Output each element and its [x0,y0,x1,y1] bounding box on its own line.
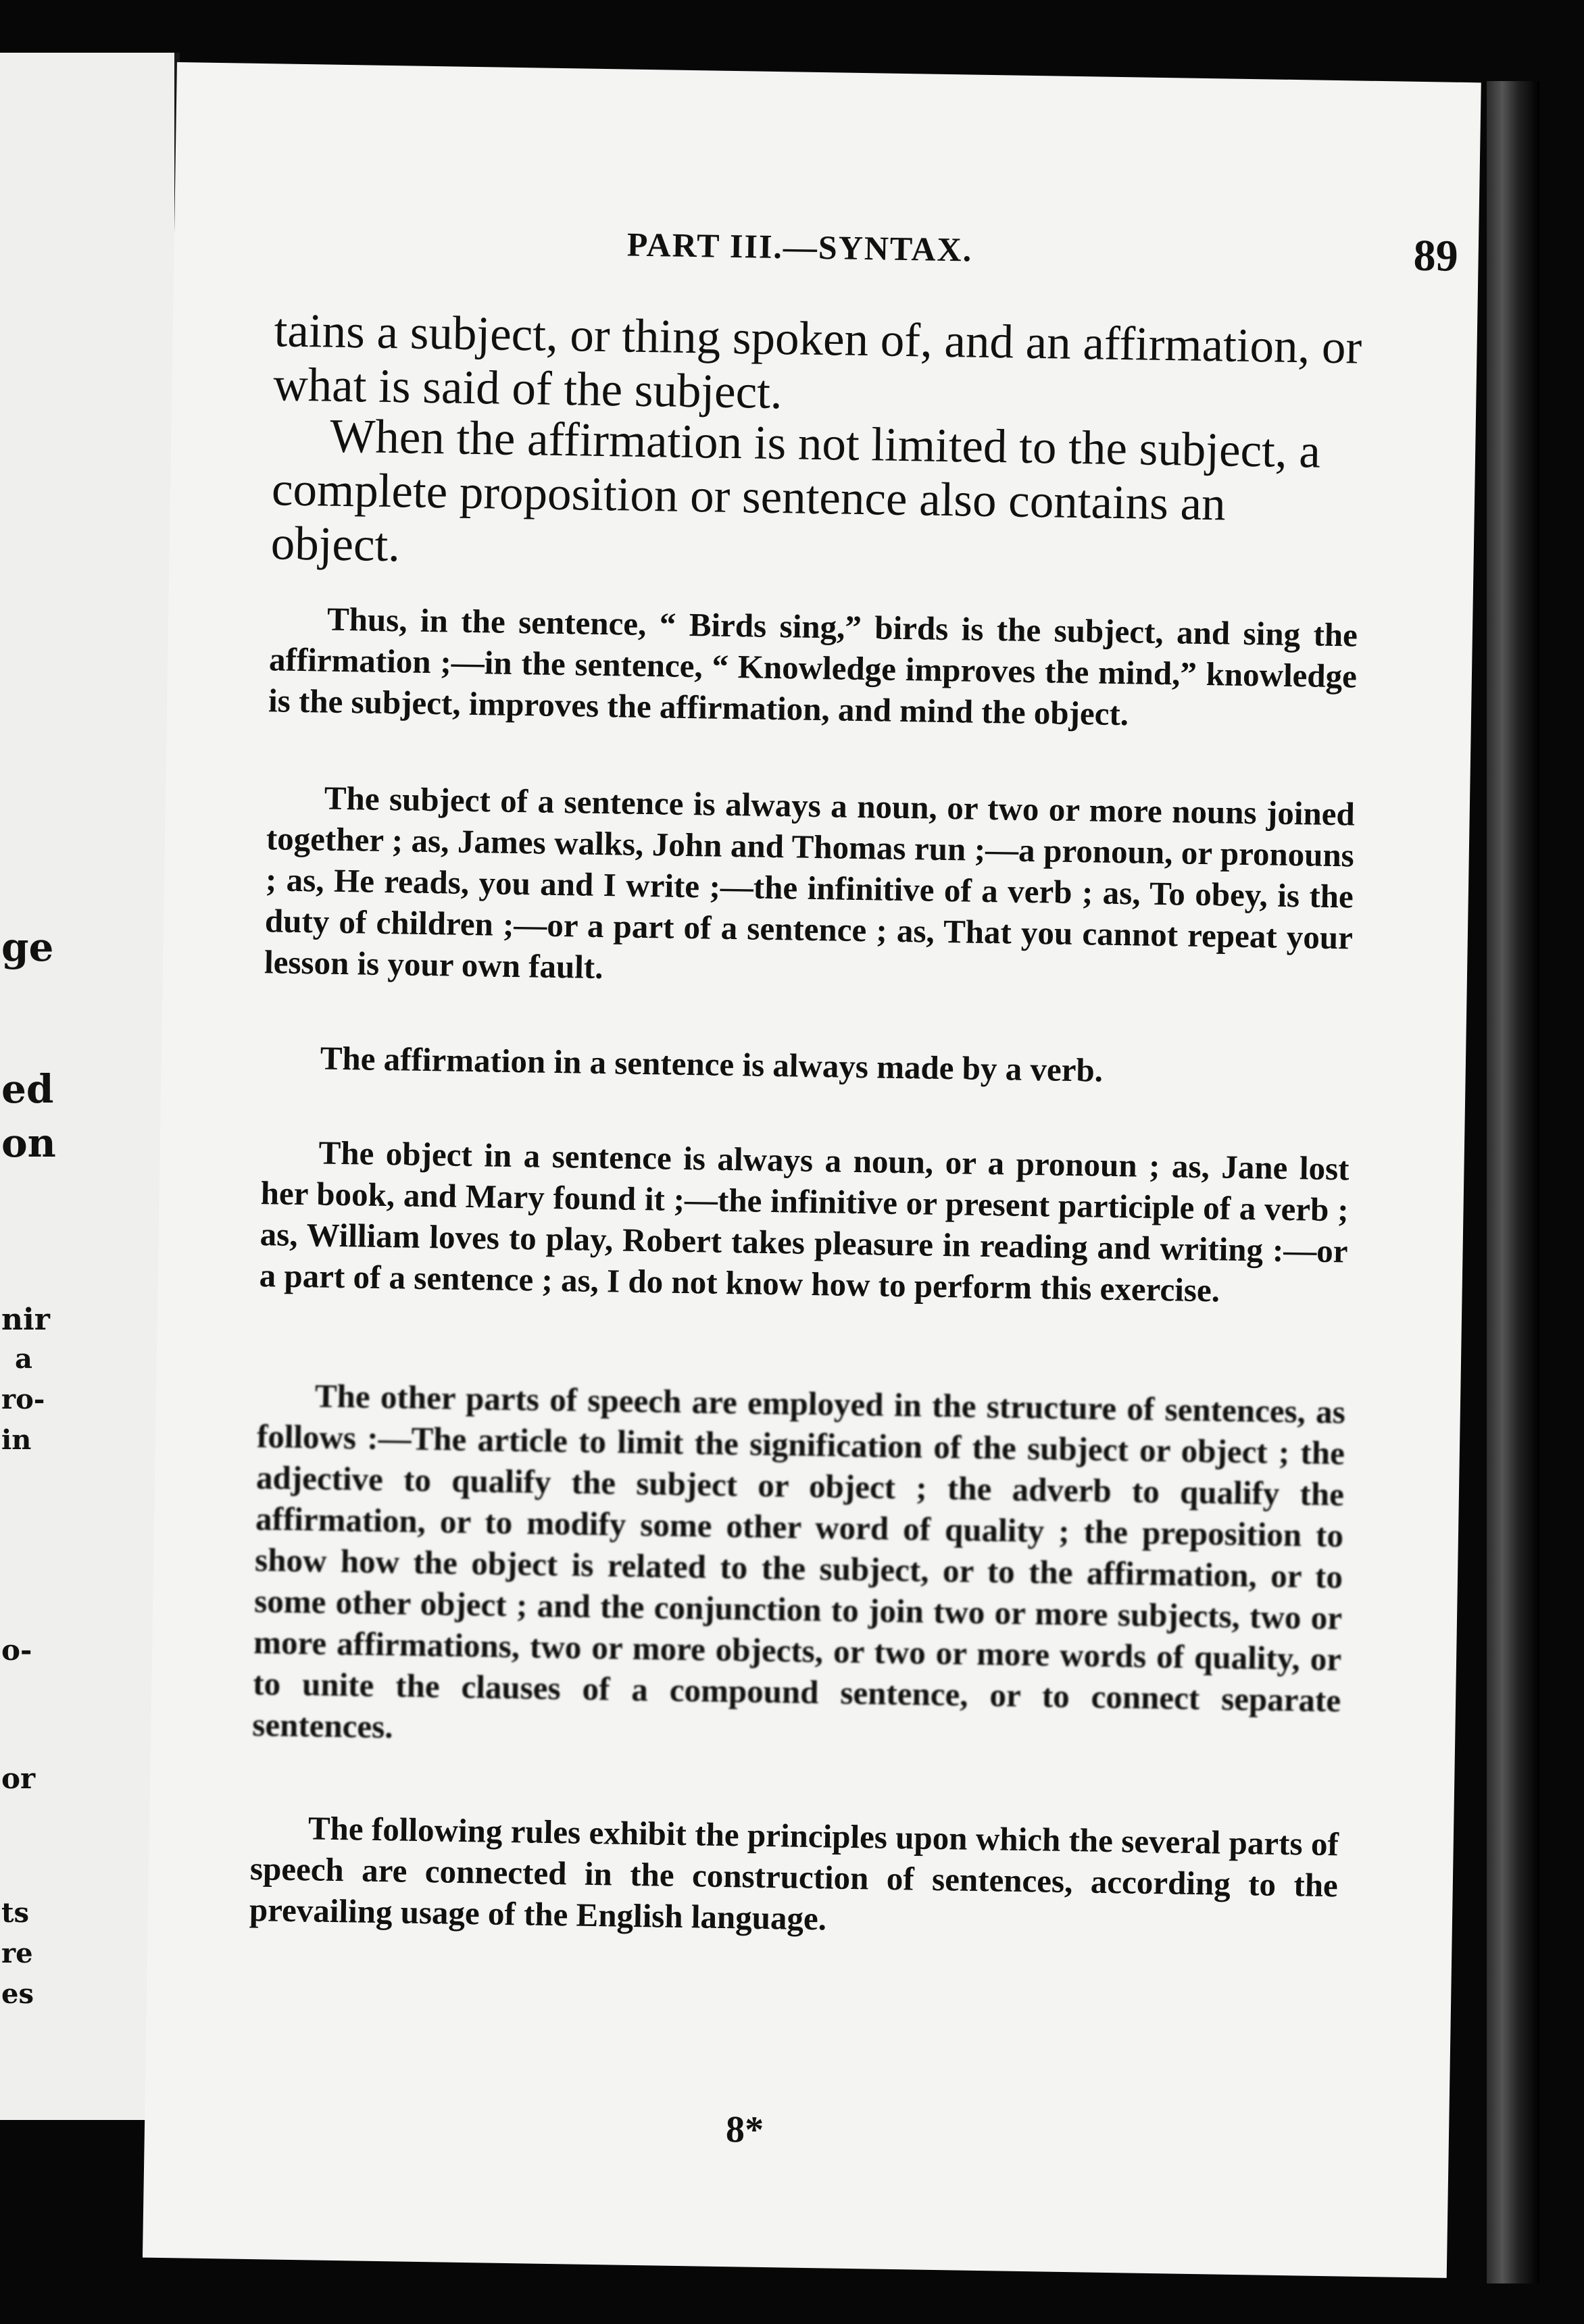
margin-fragment: ro- [1,1384,45,1415]
paragraph: The object in a sentence is always a noun, or a pronoun ; as, Jane lost her book, and Mary found it ;—the infinitive or present participle of a verb ; as, William loves to play, Robert takes pleasure in reading and writing :—or a part of a sentence ; as, I do not know how to perform this exercise. [259,1134,1350,1309]
paragraph: When the affirmation is not limited to the subject, a complete proposition or sentence also contains an object. [270,409,1321,572]
margin-fragment: ge [1,924,54,970]
page-number: 89 [1413,230,1459,281]
paragraph: tains a subject, or thing spoken of, and an affirmation, or what is said of the subject. [272,304,1362,420]
running-head: PART III.—SYNTAX. [626,225,973,269]
book-page [143,62,1481,2278]
margin-fragment: nir [1,1303,50,1337]
margin-fragment: re [1,1938,33,1969]
paragraph: The affirmation in a sentence is always made by a verb. [320,1039,1104,1089]
page-edge-shadow [1487,81,1539,2283]
paragraph: Thus, in the sentence, “ Birds sing,” birds is the subject, and sing the affirmation ;—in the sentence, “ Knowledge improves the mind,” knowledge is the subject, improves the affirmation, and mind the object. [268,600,1358,733]
margin-fragment: or [1,1762,36,1795]
paragraph: The following rules exhibit the principles upon which the several parts of speech are connected in the construction of sentences, according to the prevailing usage of the English language. [249,1809,1339,1938]
margin-fragment: in [1,1424,32,1456]
paragraph: The other parts of speech are employed in the structure of sentences, as follows :—The article to limit the signification of the subject or object ; the adjective to qualify the subject or object ; the adverb to qualify the affirmation, or to modify some other word of quality ; the preposition to show how the object is related to the subject, or to the affirmation, or to some other object ; and the conjunction to join two or more subjects, two or more affirmations, two or more objects, or two or more words of quality, or to unite the clauses of a compound sentence, or to connect separate sentences. [251,1377,1346,1746]
paragraph: The subject of a sentence is always a noun, or two or more nouns joined together ; as, James walks, John and Thomas run ;—a pronoun, or pronouns ; as, He reads, you and I write ;—the infinitive of a verb ; as, To obey, is the duty of children ;—or a part of a sentence ; as, That you cannot repeat your lesson is your own fault. [264,779,1356,986]
margin-fragment: ed [1,1066,54,1112]
signature-mark: 8* [725,2108,764,2152]
margin-fragment: o- [1,1634,32,1667]
margin-fragment: a [15,1343,32,1375]
margin-fragment: on [1,1120,56,1166]
margin-fragment: es [1,1978,34,2010]
margin-fragment: ts [1,1897,29,1929]
page-header [626,224,1459,281]
